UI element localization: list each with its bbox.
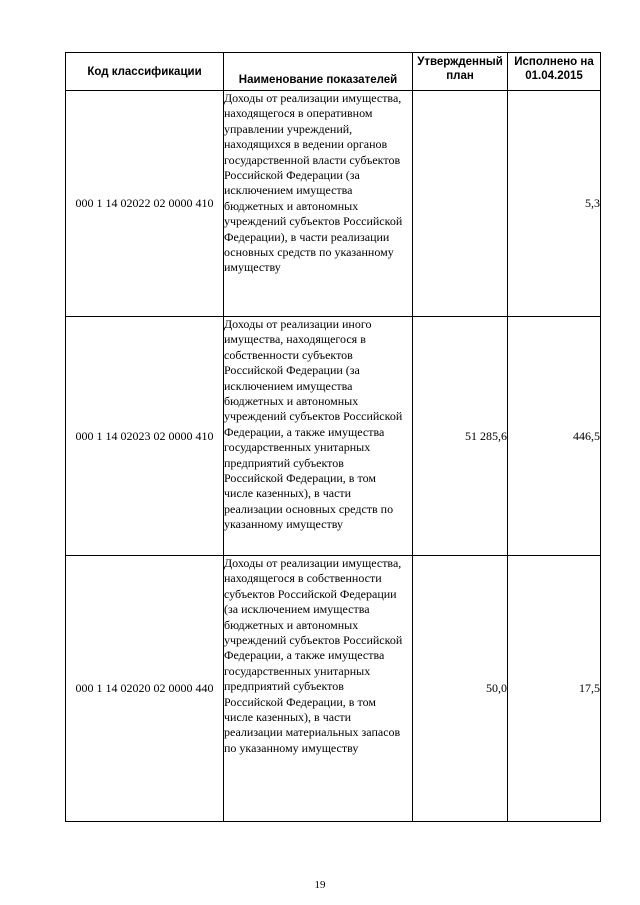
indicator-name-line: находящегося в собственности bbox=[224, 571, 382, 586]
indicator-name-line: по указанному имуществу bbox=[224, 740, 359, 755]
approved-plan-value: 50,0 bbox=[413, 556, 508, 822]
indicator-name-line: основных средств по указанному bbox=[224, 245, 394, 260]
indicator-name-line: Российской Федерации (за bbox=[224, 168, 360, 183]
header-code bbox=[66, 53, 224, 91]
classification-code: 000 1 14 02023 02 0000 410 bbox=[66, 317, 224, 556]
executed-value: 446,5 bbox=[508, 317, 601, 556]
indicator-name bbox=[224, 91, 413, 317]
indicator-name-line: указанному имуществу bbox=[224, 517, 343, 532]
indicator-name-line: реализации основных средств по bbox=[224, 501, 394, 516]
indicator-name-line: предприятий субъектов bbox=[224, 455, 344, 470]
indicator-name-line: Доходы от реализации имущества, bbox=[224, 556, 402, 570]
indicator-name-line: учреждений субъектов Российской bbox=[224, 214, 403, 229]
indicator-name-line: числе казенных), в части bbox=[224, 486, 352, 501]
header-done-line1: Исполнено на bbox=[514, 56, 594, 68]
indicator-name-line: находящихся в ведении органов bbox=[224, 137, 388, 152]
indicator-name-line: (за исключением имущества bbox=[224, 602, 370, 617]
indicator-name-line: учреждений субъектов Российской bbox=[224, 409, 403, 424]
classification-code: 000 1 14 02022 02 0000 410 bbox=[66, 91, 224, 317]
indicator-name-line: Федерации), в части реализации bbox=[224, 229, 390, 244]
approved-plan-value: 51 285,6 bbox=[413, 317, 508, 556]
table-header-row bbox=[66, 53, 601, 91]
indicator-name-line: Российской Федерации, в том bbox=[224, 694, 376, 709]
table-row bbox=[66, 556, 601, 822]
indicator-name-line: учреждений субъектов Российской bbox=[224, 633, 403, 648]
indicator-name-line: Доходы от реализации иного bbox=[224, 317, 372, 331]
header-code-label: Код классификации bbox=[87, 65, 202, 78]
executed-value: 5,3 bbox=[508, 91, 601, 317]
indicator-name bbox=[224, 556, 413, 822]
indicator-name-line: Федерации, а также имущества bbox=[224, 424, 385, 439]
header-name-label: Наименование показателей bbox=[238, 74, 398, 86]
indicator-name-line: государственных унитарных bbox=[224, 663, 371, 678]
indicator-name-line: Российской Федерации (за bbox=[224, 363, 360, 378]
indicator-name-line: Российской Федерации, в том bbox=[224, 471, 376, 486]
revenue-table bbox=[65, 52, 601, 822]
approved-plan-value bbox=[413, 91, 508, 317]
indicator-name-line: исключением имущества bbox=[224, 378, 353, 393]
header-done bbox=[508, 53, 601, 91]
header-plan-line2: план bbox=[446, 70, 474, 82]
indicator-name-line: Доходы от реализации имущества, bbox=[224, 91, 402, 105]
indicator-name-line: государственных унитарных bbox=[224, 440, 371, 455]
indicator-name-line: Федерации, а также имущества bbox=[224, 648, 385, 663]
indicator-name-line: государственной власти субъектов bbox=[224, 152, 401, 167]
indicator-name-line: бюджетных и автономных bbox=[224, 617, 359, 632]
indicator-name-line: управлении учреждений, bbox=[224, 121, 353, 136]
indicator-name-line: бюджетных и автономных bbox=[224, 394, 359, 409]
indicator-name-line: имущества, находящегося в bbox=[224, 332, 366, 347]
indicator-name-line: реализации материальных запасов bbox=[224, 725, 401, 740]
indicator-name-line: субъектов Российской Федерации bbox=[224, 586, 397, 601]
indicator-name bbox=[224, 317, 413, 556]
executed-value: 17,5 bbox=[508, 556, 601, 822]
header-plan bbox=[413, 53, 508, 91]
indicator-name-line: исключением имущества bbox=[224, 183, 353, 198]
indicator-name-line: имуществу bbox=[224, 260, 281, 275]
header-done-line2: 01.04.2015 bbox=[525, 70, 583, 82]
header-plan-line1: Утвержденный bbox=[417, 56, 503, 68]
page-number: 19 bbox=[314, 879, 326, 891]
indicator-name-line: находящегося в оперативном bbox=[224, 106, 373, 121]
indicator-name-line: числе казенных), в части bbox=[224, 710, 352, 725]
table-row bbox=[66, 91, 601, 317]
table-row bbox=[66, 317, 601, 556]
indicator-name-line: бюджетных и автономных bbox=[224, 198, 359, 213]
header-name bbox=[224, 53, 413, 91]
indicator-name-line: предприятий субъектов bbox=[224, 679, 344, 694]
classification-code: 000 1 14 02020 02 0000 440 bbox=[66, 556, 224, 822]
indicator-name-line: собственности субъектов bbox=[224, 347, 353, 362]
